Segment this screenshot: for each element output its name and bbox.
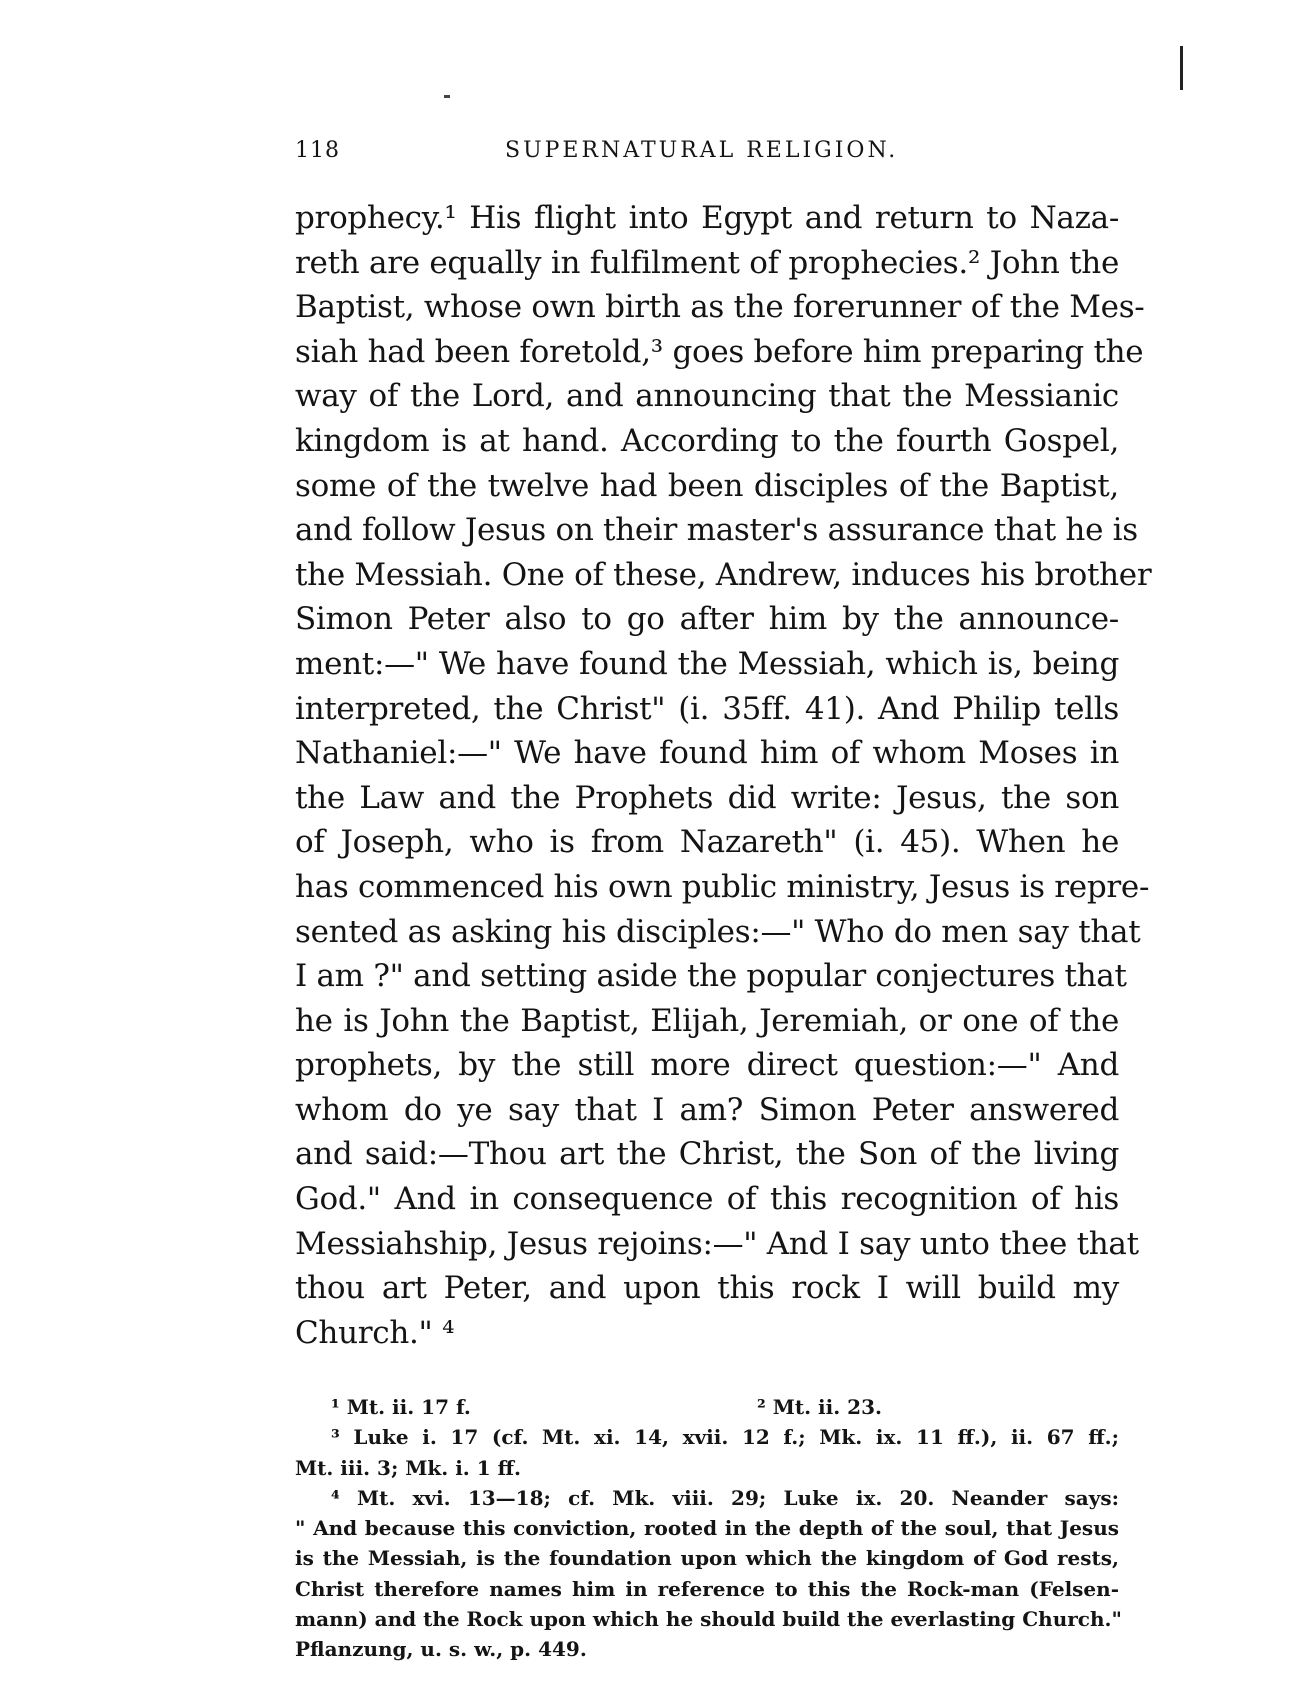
scan-speck bbox=[444, 95, 450, 98]
footnote-4-line: ⁴ Mt. xvi. 13—18; cf. Mk. viii. 29; Luke ix. 20. Neander says: bbox=[331, 1485, 1119, 1510]
footnote-3-line: ³ Luke i. 17 (cf. Mt. xi. 14, xvii. 12 f.; Mk. ix. 11 ff.), ii. 67 ff.; bbox=[331, 1425, 1119, 1450]
body-line: interpreted, the Christ" (i. 35ff. 41). And Philip tells bbox=[295, 690, 1119, 727]
body-line: thou art Peter, and upon this rock I will build my bbox=[295, 1270, 1119, 1307]
body-line: and said:—Thou art the Christ, the Son of the living bbox=[295, 1136, 1119, 1173]
body-line: Baptist, whose own birth as the forerunner of the Mes- bbox=[295, 289, 1145, 326]
body-line: the Law and the Prophets did write: Jesus, the son bbox=[295, 779, 1119, 816]
body-line: ment:—" We have found the Messiah, which is, being bbox=[295, 645, 1119, 682]
body-line: he is John the Baptist, Elijah, Jeremiah, or one of the bbox=[295, 1002, 1119, 1039]
body-text bbox=[295, 196, 1152, 1355]
body-line: the Messiah. One of these, Andrew, induces his brother bbox=[295, 556, 1152, 593]
body-line: Nathaniel:—" We have found him of whom Moses in bbox=[295, 735, 1119, 772]
footnote-3-line: Mt. iii. 3; Mk. i. 1 ff. bbox=[295, 1455, 521, 1480]
page-header bbox=[295, 138, 1119, 174]
body-line: of Joseph, who is from Nazareth" (i. 45). When he bbox=[295, 824, 1119, 861]
page-number: 118 bbox=[295, 138, 340, 163]
footnote-4-line: is the Messiah, is the foundation upon which the kingdom of God rests, bbox=[295, 1546, 1119, 1571]
body-line: reth are equally in fulfilment of prophecies.² John the bbox=[295, 244, 1119, 281]
body-line: prophets, by the still more direct question:—" And bbox=[295, 1047, 1119, 1084]
body-line: and follow Jesus on their master's assurance that he is bbox=[295, 512, 1138, 549]
body-line: kingdom is at hand. According to the fourth Gospel, bbox=[295, 422, 1119, 459]
body-line: Church." ⁴ bbox=[295, 1314, 455, 1351]
body-line: some of the twelve had been disciples of the Baptist, bbox=[295, 467, 1119, 504]
footnotes bbox=[295, 1392, 1122, 1665]
body-line: way of the Lord, and announcing that the Messianic bbox=[295, 378, 1119, 415]
body-line: whom do ye say that I am? Simon Peter answered bbox=[295, 1091, 1119, 1128]
footnote-4-line: " And because this conviction, rooted in the depth of the soul, that Jesus bbox=[295, 1516, 1119, 1541]
footnote-2: ² Mt. ii. 23. bbox=[757, 1395, 882, 1419]
footnote-4-line: mann) and the Rock upon which he should build the everlasting Church." bbox=[295, 1607, 1122, 1632]
footnote-row bbox=[295, 1392, 1119, 1422]
body-line: I am ?" and setting aside the popular conjectures that bbox=[295, 958, 1127, 995]
footnote-4-line: Pflanzung, u. s. w., p. 449. bbox=[295, 1637, 587, 1662]
footnote-4-line: Christ therefore names him in reference to this the Rock-man (Felsen- bbox=[295, 1576, 1119, 1601]
body-line: has commenced his own public ministry, Jesus is repre- bbox=[295, 868, 1150, 905]
body-line: Simon Peter also to go after him by the announce- bbox=[295, 601, 1119, 638]
body-line: siah had been foretold,³ goes before him preparing the bbox=[295, 333, 1144, 370]
body-line: Messiahship, Jesus rejoins:—" And I say unto thee that bbox=[295, 1225, 1139, 1262]
scan-edge-mark bbox=[1180, 46, 1183, 90]
running-head: SUPERNATURAL RELIGION. bbox=[505, 138, 899, 163]
footnote-1: ¹ Mt. ii. 17 f. bbox=[331, 1395, 471, 1419]
body-line: prophecy.¹ His flight into Egypt and return to Naza- bbox=[295, 200, 1119, 236]
body-line: God." And in consequence of this recognition of his bbox=[295, 1181, 1119, 1218]
body-line: sented as asking his disciples:—" Who do men say that bbox=[295, 913, 1141, 950]
